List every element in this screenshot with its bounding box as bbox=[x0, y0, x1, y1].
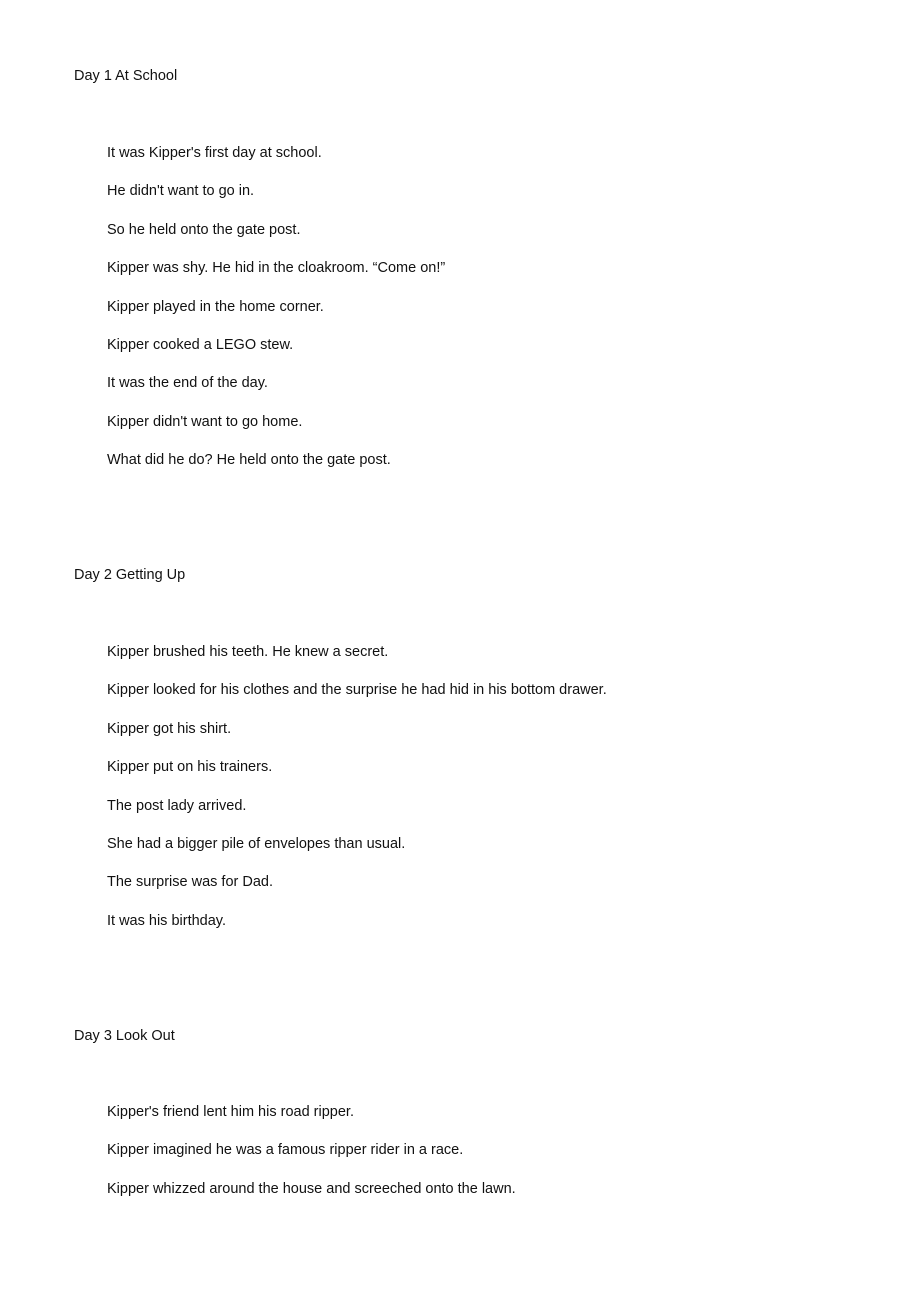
text-line: What did he do? He held onto the gate post. bbox=[107, 452, 391, 469]
text-line: Kipper's friend lent him his road ripper. bbox=[107, 1104, 354, 1120]
section-lines bbox=[107, 644, 607, 951]
section-lines bbox=[107, 145, 445, 491]
section-title: Day 2 Getting Up bbox=[74, 567, 186, 583]
section-title: Day 1 At School bbox=[74, 68, 178, 84]
text-line: Kipper whizzed around the house and screeched onto the lawn. bbox=[107, 1180, 516, 1197]
text-line: It was his birthday. bbox=[107, 912, 227, 929]
text-line: Kipper didn't want to go home. bbox=[107, 413, 303, 430]
text-line: He didn't want to go in. bbox=[107, 183, 255, 200]
text-line: It was the end of the day. bbox=[107, 375, 268, 392]
text-line: Kipper played in the home corner. bbox=[107, 298, 324, 315]
text-line: Kipper got his shirt. bbox=[107, 720, 232, 737]
text-line: Kipper was shy. He hid in the cloakroom. “Come on!” bbox=[107, 260, 446, 277]
section-title: Day 3 Look Out bbox=[74, 1028, 175, 1044]
text-line: The post lady arrived. bbox=[107, 797, 247, 814]
text-line: Kipper cooked a LEGO stew. bbox=[107, 336, 294, 353]
text-line: It was Kipper's first day at school. bbox=[107, 145, 322, 161]
text-line: Kipper put on his trainers. bbox=[107, 759, 273, 776]
text-line: Kipper brushed his teeth. He knew a secret. bbox=[107, 644, 389, 660]
text-line: The surprise was for Dad. bbox=[107, 874, 274, 891]
text-line: She had a bigger pile of envelopes than usual. bbox=[107, 835, 406, 852]
text-line: So he held onto the gate post. bbox=[107, 221, 301, 238]
text-line: Kipper imagined he was a famous ripper rider in a race. bbox=[107, 1142, 464, 1159]
section-lines bbox=[107, 1104, 516, 1219]
text-line: Kipper looked for his clothes and the surprise he had hid in his bottom drawer. bbox=[107, 682, 607, 699]
